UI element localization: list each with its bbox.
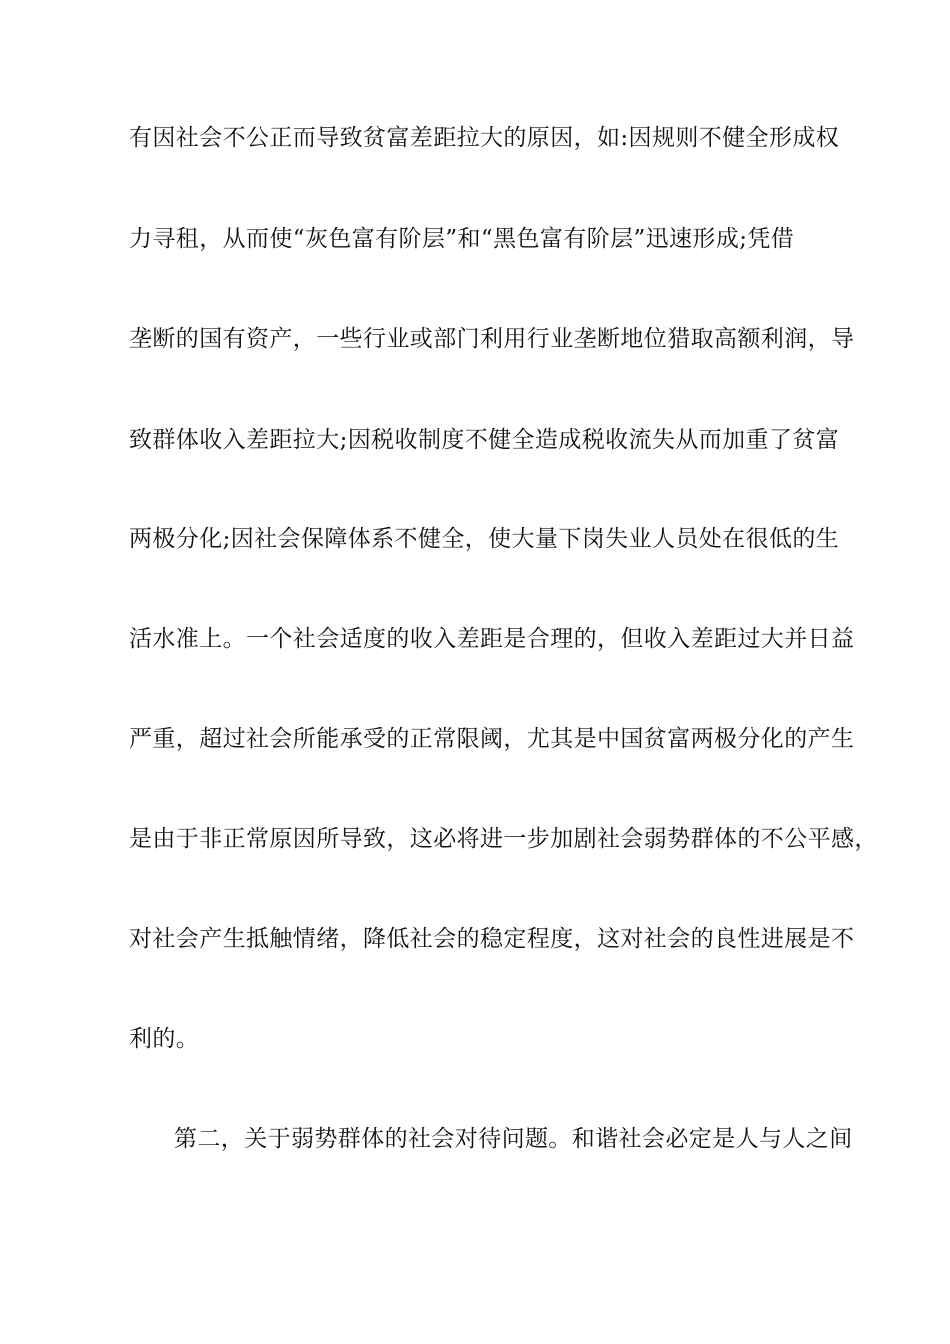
text-line: 活水准上。一个社会适度的收入差距是合理的，但收入差距过大并日益 — [129, 626, 855, 652]
text-line: 致群体收入差距拉大;因税收制度不健全造成税收流失从而加重了贫富 — [129, 427, 840, 453]
text-line: 对社会产生抵触情绪，降低社会的稳定程度，这对社会的良性进展是不 — [129, 926, 855, 952]
text-line: 有因社会不公正而导致贫富差距拉大的原因，如:因规则不健全形成权 — [129, 125, 840, 151]
text-line: 是由于非正常原因所导致，这必将进一步加剧社会弱势群体的不公平感， — [129, 826, 878, 852]
text-line: 两极分化;因社会保障体系不健全，使大量下岗失业人员处在很低的生 — [129, 526, 840, 552]
paragraph-start-line: 第二，关于弱势群体的社会对待问题。和谐社会必定是人与人之间 — [174, 1126, 853, 1152]
text-line: 利的。 — [129, 1026, 200, 1052]
text-line: 严重，超过社会所能承受的正常限阈，尤其是中国贫富两极分化的产生 — [129, 726, 855, 752]
text-line: 垄断的国有资产，一些行业或部门利用行业垄断地位猎取高额利润，导 — [129, 326, 855, 352]
text-line: 力寻租，从而使“灰色富有阶层”和“黑色富有阶层”迅速形成;凭借 — [129, 226, 795, 252]
